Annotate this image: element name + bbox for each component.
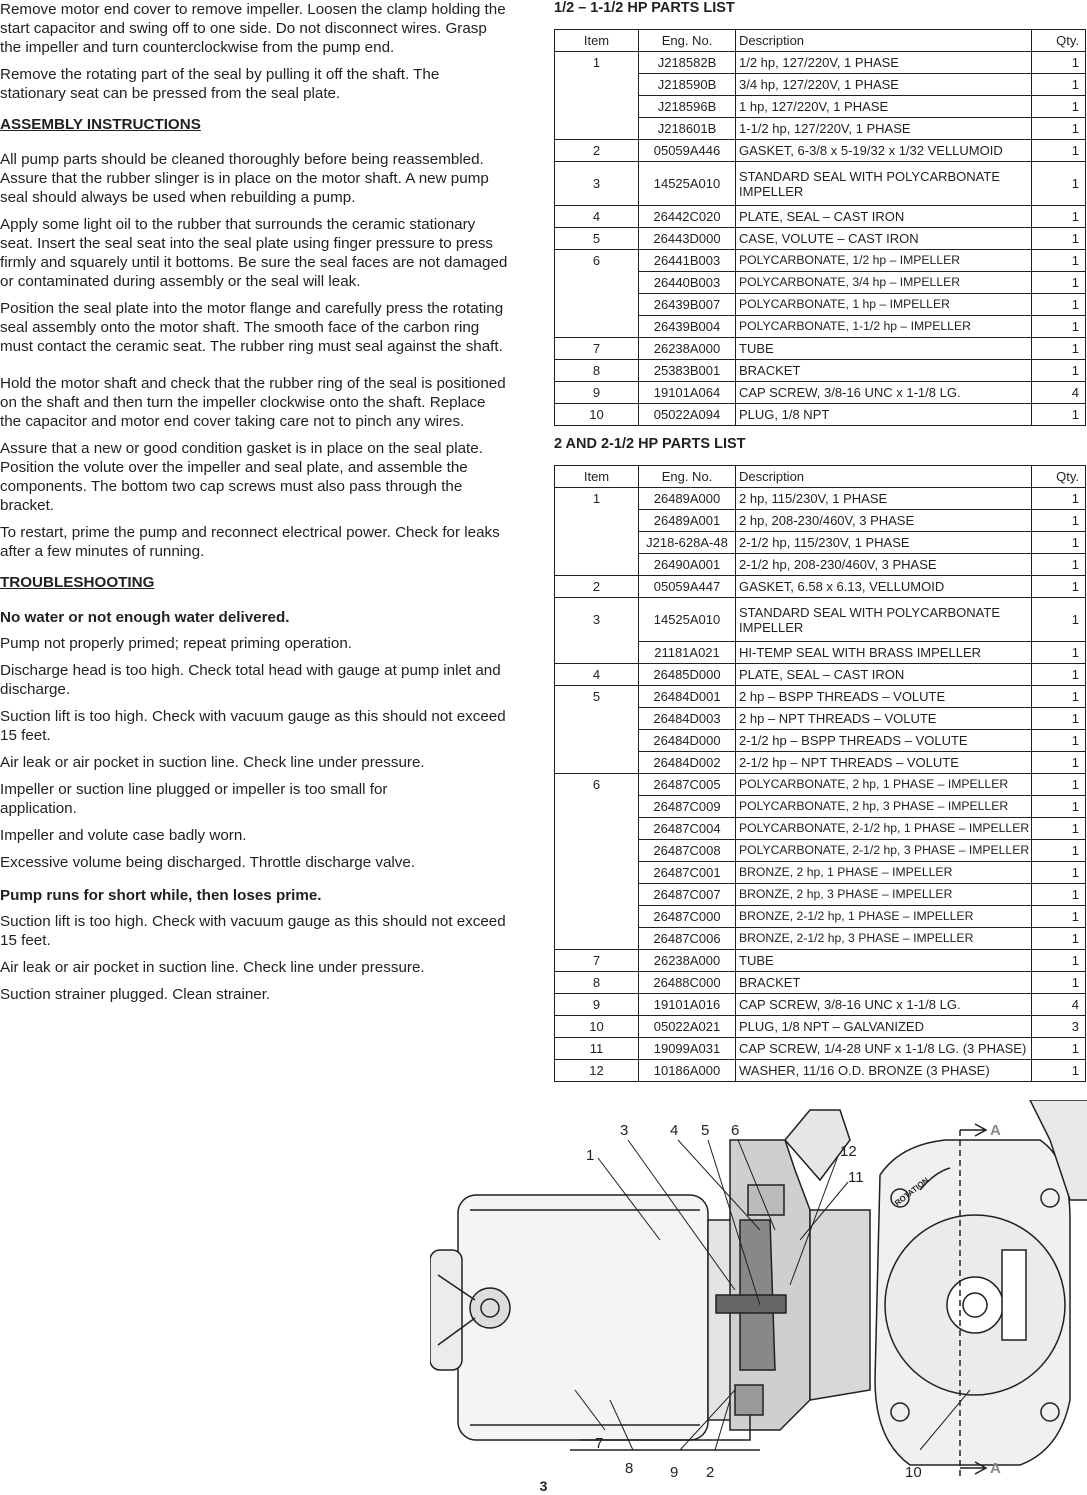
- cell-item: 9: [555, 382, 639, 404]
- table-header-row: [555, 466, 1086, 488]
- cell-item: 4: [555, 206, 639, 228]
- cell-eng: 26487C005: [639, 774, 736, 796]
- cell-eng: J218596B: [639, 96, 736, 118]
- assembly-paragraph-2: Apply some light oil to the rubber that surrounds the ceramic stationary seat. Insert the seal seat into the seal plate using finger pressure to press firmly and squarely until it bottoms. Be sure the seal faces are not damaged or contaminated during assembly or the seal will leak.: [0, 216, 508, 290]
- header-item: Item: [555, 466, 639, 488]
- cell-eng: 26441B003: [639, 250, 736, 272]
- intro-paragraph-1: Remove motor end cover to remove impeller. Loosen the clamp holding the start capacitor and swing off to one side. Do not disconnect wires. Grasp the impeller and turn counterclockwise from the pump end.: [0, 1, 506, 56]
- cell-item: 6: [555, 250, 639, 272]
- problem-2-item: Suction lift is too high. Check with vacuum gauge as this should not exceed 15 feet.: [0, 913, 506, 949]
- callout-12: 12: [840, 1143, 857, 1160]
- cell-item: 1: [555, 488, 639, 510]
- cell-qty: 4: [1032, 382, 1086, 404]
- assembly-paragraph-1: All pump parts should be cleaned thoroughly before being reassembled. Assure that the rubber slinger is in place on the motor shaft. A new pump seal should always be used when rebuilding a pump.: [0, 151, 489, 206]
- cell-eng: 26487C000: [639, 906, 736, 928]
- cell-eng: 26485D000: [639, 664, 736, 686]
- cell-item: 12: [555, 1060, 639, 1082]
- cell-eng: 14525A010: [639, 598, 736, 642]
- cell-item: [555, 884, 639, 906]
- cell-eng: 26484D002: [639, 752, 736, 774]
- problem-2-heading: Pump runs for short while, then loses prime.: [0, 887, 322, 904]
- cell-eng: J218601B: [639, 118, 736, 140]
- table-row: [555, 316, 1086, 338]
- table-row: [555, 404, 1086, 426]
- header-eng-no: Eng. No.: [639, 466, 736, 488]
- table-row: [555, 52, 1086, 74]
- cell-qty: 1: [1032, 1038, 1086, 1060]
- pump-exploded-diagram: [430, 1100, 1087, 1485]
- cell-qty: 1: [1032, 796, 1086, 818]
- table-row: [555, 708, 1086, 730]
- cell-qty: 1: [1032, 884, 1086, 906]
- cell-desc: PLUG, 1/8 NPT: [736, 404, 1032, 426]
- cell-item: 7: [555, 338, 639, 360]
- intro-paragraph-2: Remove the rotating part of the seal by pulling it off the shaft. The stationary seat can be pressed from the seal plate.: [0, 66, 440, 102]
- table-row: [555, 554, 1086, 576]
- table-row: [555, 228, 1086, 250]
- cell-qty: 1: [1032, 316, 1086, 338]
- table-header-row: [555, 30, 1086, 52]
- cell-item: 3: [555, 162, 639, 206]
- cell-desc: POLYCARBONATE, 2 hp, 1 PHASE – IMPELLER: [736, 774, 1032, 796]
- cell-eng: 19101A016: [639, 994, 736, 1016]
- cell-desc: POLYCARBONATE, 2-1/2 hp, 1 PHASE – IMPELLER: [736, 818, 1032, 840]
- cell-qty: 1: [1032, 972, 1086, 994]
- cell-desc: HI-TEMP SEAL WITH BRASS IMPELLER: [736, 642, 1032, 664]
- cell-desc: CASE, VOLUTE – CAST IRON: [736, 228, 1032, 250]
- table-row: [555, 664, 1086, 686]
- callout-1: 1: [586, 1147, 595, 1164]
- problem-1-item: Excessive volume being discharged. Throttle discharge valve.: [0, 854, 416, 871]
- table-row: [555, 510, 1086, 532]
- callout-2: 2: [706, 1464, 715, 1481]
- cell-qty: 1: [1032, 532, 1086, 554]
- cell-desc: 1-1/2 hp, 127/220V, 1 PHASE: [736, 118, 1032, 140]
- cell-eng: 26484D001: [639, 686, 736, 708]
- troubleshooting-heading: TROUBLESHOOTING: [0, 574, 155, 591]
- cell-eng: 21181A021: [639, 642, 736, 664]
- callout-9: 9: [670, 1464, 679, 1481]
- cell-item: [555, 730, 639, 752]
- cell-qty: 1: [1032, 140, 1086, 162]
- cell-item: 8: [555, 972, 639, 994]
- cell-qty: 1: [1032, 862, 1086, 884]
- cell-qty: 1: [1032, 708, 1086, 730]
- cell-qty: 1: [1032, 52, 1086, 74]
- instructions-column: [0, 0, 508, 1012]
- cell-qty: 1: [1032, 554, 1086, 576]
- cell-desc: 2 hp – BSPP THREADS – VOLUTE: [736, 686, 1032, 708]
- cell-eng: 26439B004: [639, 316, 736, 338]
- cell-item: [555, 642, 639, 664]
- parts-table-small-hp: [554, 29, 1086, 426]
- assembly-paragraph-4: Hold the motor shaft and check that the rubber ring of the seal is positioned on the shaft and then turn the impeller clockwise onto the shaft. Replace the capacitor and motor end cover taking care not to pinch any wires.: [0, 375, 506, 430]
- cell-desc: POLYCARBONATE, 3/4 hp – IMPELLER: [736, 272, 1032, 294]
- cell-desc: POLYCARBONATE, 2-1/2 hp, 3 PHASE – IMPELLER: [736, 840, 1032, 862]
- parts-lists-column: [554, 0, 1086, 1082]
- table-row: [555, 1016, 1086, 1038]
- callout-5: 5: [701, 1122, 710, 1139]
- cell-item: 1: [555, 52, 639, 74]
- cell-qty: 1: [1032, 752, 1086, 774]
- table-row: [555, 118, 1086, 140]
- cell-item: [555, 818, 639, 840]
- header-eng-no: Eng. No.: [639, 30, 736, 52]
- cell-item: [555, 294, 639, 316]
- table-row: [555, 74, 1086, 96]
- cell-item: 5: [555, 686, 639, 708]
- cell-qty: 1: [1032, 928, 1086, 950]
- problem-1-heading: No water or not enough water delivered.: [0, 609, 290, 626]
- table1-title: 1/2 – 1-1/2 HP PARTS LIST: [554, 0, 735, 16]
- cell-item: [555, 752, 639, 774]
- cell-qty: 1: [1032, 118, 1086, 140]
- table-row: [555, 382, 1086, 404]
- cell-eng: 26487C007: [639, 884, 736, 906]
- table-row: [555, 1060, 1086, 1082]
- cell-eng: 05022A021: [639, 1016, 736, 1038]
- table-row: [555, 598, 1086, 642]
- assembly-paragraph-6: To restart, prime the pump and reconnect electrical power. Check for leaks after a few minutes of running.: [0, 524, 500, 560]
- cell-desc: 2 hp – NPT THREADS – VOLUTE: [736, 708, 1032, 730]
- cell-item: 2: [555, 576, 639, 598]
- table-row: [555, 752, 1086, 774]
- parts-table-large-hp: [554, 465, 1086, 1082]
- cell-desc: CAP SCREW, 3/8-16 UNC x 1-1/8 LG.: [736, 994, 1032, 1016]
- cell-eng: 26442C020: [639, 206, 736, 228]
- cell-item: 6: [555, 774, 639, 796]
- cell-desc: 2-1/2 hp, 115/230V, 1 PHASE: [736, 532, 1032, 554]
- cell-item: 10: [555, 404, 639, 426]
- cell-desc: BRONZE, 2 hp, 3 PHASE – IMPELLER: [736, 884, 1032, 906]
- table-row: [555, 532, 1086, 554]
- cell-eng: 10186A000: [639, 1060, 736, 1082]
- cell-item: 2: [555, 140, 639, 162]
- table-row: [555, 338, 1086, 360]
- cell-eng: 26238A000: [639, 338, 736, 360]
- cell-qty: 1: [1032, 360, 1086, 382]
- table-row: [555, 272, 1086, 294]
- problem-2-item: Suction strainer plugged. Clean strainer.: [0, 986, 271, 1003]
- problem-1-item: Pump not properly primed; repeat priming operation.: [0, 635, 353, 652]
- cell-item: 10: [555, 1016, 639, 1038]
- cell-desc: 1/2 hp, 127/220V, 1 PHASE: [736, 52, 1032, 74]
- cell-eng: 26489A000: [639, 488, 736, 510]
- cell-eng: 26484D000: [639, 730, 736, 752]
- cell-qty: 1: [1032, 488, 1086, 510]
- cell-qty: 1: [1032, 840, 1086, 862]
- cell-item: [555, 862, 639, 884]
- table-row: [555, 818, 1086, 840]
- cell-desc: 2-1/2 hp, 208-230/460V, 3 PHASE: [736, 554, 1032, 576]
- cell-qty: 1: [1032, 950, 1086, 972]
- cell-desc: GASKET, 6.58 x 6.13, VELLUMOID: [736, 576, 1032, 598]
- cell-item: [555, 554, 639, 576]
- problem-1-item: Suction lift is too high. Check with vacuum gauge as this should not exceed 15 feet.: [0, 708, 506, 744]
- cell-eng: 26488C000: [639, 972, 736, 994]
- callout-6: 6: [731, 1122, 740, 1139]
- callout-11: 11: [848, 1169, 864, 1186]
- cell-desc: 2 hp, 115/230V, 1 PHASE: [736, 488, 1032, 510]
- assembly-paragraph-5: Assure that a new or good condition gasket is in place on the seal plate. Position the volute over the impeller and seal plate, and assemble the components. The bottom two cap screws must also pass through the bracket.: [0, 440, 483, 514]
- section-a-label-top: A: [990, 1122, 1001, 1139]
- cell-qty: 1: [1032, 96, 1086, 118]
- cell-item: [555, 840, 639, 862]
- cell-eng: 26487C004: [639, 818, 736, 840]
- table-row: [555, 796, 1086, 818]
- cell-qty: 1: [1032, 686, 1086, 708]
- cell-qty: 1: [1032, 642, 1086, 664]
- cell-item: [555, 118, 639, 140]
- table-row: [555, 906, 1086, 928]
- table-row: [555, 994, 1086, 1016]
- volute-end-view-drawing: [875, 1100, 1087, 1480]
- cell-eng: 26487C008: [639, 840, 736, 862]
- cell-qty: 1: [1032, 598, 1086, 642]
- table-row: [555, 686, 1086, 708]
- cell-eng: 26440B003: [639, 272, 736, 294]
- cell-item: [555, 74, 639, 96]
- cell-eng: 26490A001: [639, 554, 736, 576]
- cell-qty: 3: [1032, 1016, 1086, 1038]
- section-a-label-bottom: A: [990, 1460, 1001, 1477]
- table-row: [555, 730, 1086, 752]
- assembly-heading: ASSEMBLY INSTRUCTIONS: [0, 116, 201, 133]
- cell-eng: 05059A447: [639, 576, 736, 598]
- table-row: [555, 360, 1086, 382]
- cell-desc: TUBE: [736, 338, 1032, 360]
- table-row: [555, 1038, 1086, 1060]
- cell-desc: 3/4 hp, 127/220V, 1 PHASE: [736, 74, 1032, 96]
- motor-drawing: [430, 1195, 738, 1440]
- cell-qty: 1: [1032, 250, 1086, 272]
- cell-desc: BRONZE, 2-1/2 hp, 3 PHASE – IMPELLER: [736, 928, 1032, 950]
- cell-item: [555, 96, 639, 118]
- header-item: Item: [555, 30, 639, 52]
- cell-qty: 1: [1032, 576, 1086, 598]
- cell-qty: 1: [1032, 818, 1086, 840]
- cell-eng: 26489A001: [639, 510, 736, 532]
- cell-item: 5: [555, 228, 639, 250]
- table-row: [555, 774, 1086, 796]
- cell-eng: 19099A031: [639, 1038, 736, 1060]
- cell-desc: 2-1/2 hp – NPT THREADS – VOLUTE: [736, 752, 1032, 774]
- assembly-paragraph-3: Position the seal plate into the motor flange and carefully press the rotating seal assembly onto the motor shaft. The smooth face of the carbon ring must contact the ceramic seat. The rubber ring must seal against the shaft.: [0, 300, 504, 355]
- table-row: [555, 840, 1086, 862]
- cell-desc: 1 hp, 127/220V, 1 PHASE: [736, 96, 1032, 118]
- cell-eng: 26484D003: [639, 708, 736, 730]
- cell-qty: 1: [1032, 730, 1086, 752]
- cell-item: 8: [555, 360, 639, 382]
- cell-item: [555, 796, 639, 818]
- cell-eng: 26487C001: [639, 862, 736, 884]
- cell-desc: WASHER, 11/16 O.D. BRONZE (3 PHASE): [736, 1060, 1032, 1082]
- cell-eng: J218590B: [639, 74, 736, 96]
- table-row: [555, 972, 1086, 994]
- cell-eng: 14525A010: [639, 162, 736, 206]
- cell-desc: 2-1/2 hp – BSPP THREADS – VOLUTE: [736, 730, 1032, 752]
- table-row: [555, 642, 1086, 664]
- table-row: [555, 884, 1086, 906]
- cell-qty: 1: [1032, 1060, 1086, 1082]
- cell-qty: 1: [1032, 162, 1086, 206]
- cell-desc: POLYCARBONATE, 1-1/2 hp – IMPELLER: [736, 316, 1032, 338]
- cell-item: [555, 708, 639, 730]
- cell-eng: 19101A064: [639, 382, 736, 404]
- cell-desc: BRONZE, 2-1/2 hp, 1 PHASE – IMPELLER: [736, 906, 1032, 928]
- cell-item: 3: [555, 598, 639, 642]
- cell-qty: 1: [1032, 510, 1086, 532]
- cell-qty: 1: [1032, 906, 1086, 928]
- cell-item: 11: [555, 1038, 639, 1060]
- cell-desc: GASKET, 6-3/8 x 5-19/32 x 1/32 VELLUMOID: [736, 140, 1032, 162]
- cell-qty: 1: [1032, 206, 1086, 228]
- problem-1-item: Discharge head is too high. Check total head with gauge at pump inlet and discharge.: [0, 662, 501, 698]
- cell-desc: POLYCARBONATE, 2 hp, 3 PHASE – IMPELLER: [736, 796, 1032, 818]
- cell-eng: 26443D000: [639, 228, 736, 250]
- header-qty: Qty.: [1032, 466, 1086, 488]
- cell-eng: 05059A446: [639, 140, 736, 162]
- table-row: [555, 206, 1086, 228]
- cell-eng: 26487C009: [639, 796, 736, 818]
- cell-qty: 4: [1032, 994, 1086, 1016]
- cell-desc: STANDARD SEAL WITH POLYCARBONATE IMPELLER: [736, 162, 1032, 206]
- cell-item: [555, 272, 639, 294]
- cell-desc: CAP SCREW, 1/4-28 UNF x 1-1/8 LG. (3 PHASE): [736, 1038, 1032, 1060]
- table-row: [555, 576, 1086, 598]
- table-row: [555, 950, 1086, 972]
- cell-desc: BRONZE, 2 hp, 1 PHASE – IMPELLER: [736, 862, 1032, 884]
- cell-desc: PLATE, SEAL – CAST IRON: [736, 664, 1032, 686]
- cell-desc: 2 hp, 208-230/460V, 3 PHASE: [736, 510, 1032, 532]
- cell-desc: POLYCARBONATE, 1/2 hp – IMPELLER: [736, 250, 1032, 272]
- cell-item: [555, 510, 639, 532]
- cell-desc: POLYCARBONATE, 1 hp – IMPELLER: [736, 294, 1032, 316]
- problem-1-item: Air leak or air pocket in suction line. Check line under pressure.: [0, 754, 425, 771]
- problem-1-item: Impeller and volute case badly worn.: [0, 827, 247, 844]
- cell-item: [555, 532, 639, 554]
- callout-4: 4: [670, 1122, 679, 1139]
- callout-7: 7: [595, 1435, 604, 1452]
- callout-3: 3: [620, 1122, 629, 1139]
- problem-2-item: Air leak or air pocket in suction line. Check line under pressure.: [0, 959, 425, 976]
- cell-desc: BRACKET: [736, 972, 1032, 994]
- rotation-label: ROTATION: [893, 1175, 931, 1208]
- table-row: [555, 162, 1086, 206]
- cell-eng: J218582B: [639, 52, 736, 74]
- table-row: [555, 96, 1086, 118]
- cell-eng: 25383B001: [639, 360, 736, 382]
- cell-qty: 1: [1032, 404, 1086, 426]
- callout-10: 10: [905, 1464, 922, 1481]
- page-number: 3: [539, 1478, 548, 1494]
- cell-item: 9: [555, 994, 639, 1016]
- cell-desc: STANDARD SEAL WITH POLYCARBONATE IMPELLER: [736, 598, 1032, 642]
- cell-item: [555, 316, 639, 338]
- cell-qty: 1: [1032, 228, 1086, 250]
- cell-eng: J218-628A-48: [639, 532, 736, 554]
- header-description: Description: [736, 30, 1032, 52]
- cell-desc: BRACKET: [736, 360, 1032, 382]
- cell-desc: CAP SCREW, 3/8-16 UNC x 1-1/8 LG.: [736, 382, 1032, 404]
- cell-item: [555, 906, 639, 928]
- cell-item: 7: [555, 950, 639, 972]
- table-row: [555, 140, 1086, 162]
- header-description: Description: [736, 466, 1032, 488]
- cell-eng: 26439B007: [639, 294, 736, 316]
- cell-eng: 05022A094: [639, 404, 736, 426]
- cell-qty: 1: [1032, 294, 1086, 316]
- cell-eng: 26238A000: [639, 950, 736, 972]
- callout-8: 8: [625, 1460, 634, 1477]
- cell-desc: PLATE, SEAL – CAST IRON: [736, 206, 1032, 228]
- table-row: [555, 250, 1086, 272]
- cell-qty: 1: [1032, 664, 1086, 686]
- problem-1-item: Impeller or suction line plugged or impeller is too small for application.: [0, 781, 388, 817]
- cell-qty: 1: [1032, 774, 1086, 796]
- table-row: [555, 928, 1086, 950]
- table-row: [555, 294, 1086, 316]
- header-qty: Qty.: [1032, 30, 1086, 52]
- cell-desc: TUBE: [736, 950, 1032, 972]
- cell-qty: 1: [1032, 272, 1086, 294]
- table-row: [555, 862, 1086, 884]
- cell-desc: PLUG, 1/8 NPT – GALVANIZED: [736, 1016, 1032, 1038]
- table2-title: 2 AND 2-1/2 HP PARTS LIST: [554, 436, 746, 452]
- cell-qty: 1: [1032, 74, 1086, 96]
- cell-item: 4: [555, 664, 639, 686]
- cell-item: [555, 928, 639, 950]
- cell-qty: 1: [1032, 338, 1086, 360]
- cell-eng: 26487C006: [639, 928, 736, 950]
- table-row: [555, 488, 1086, 510]
